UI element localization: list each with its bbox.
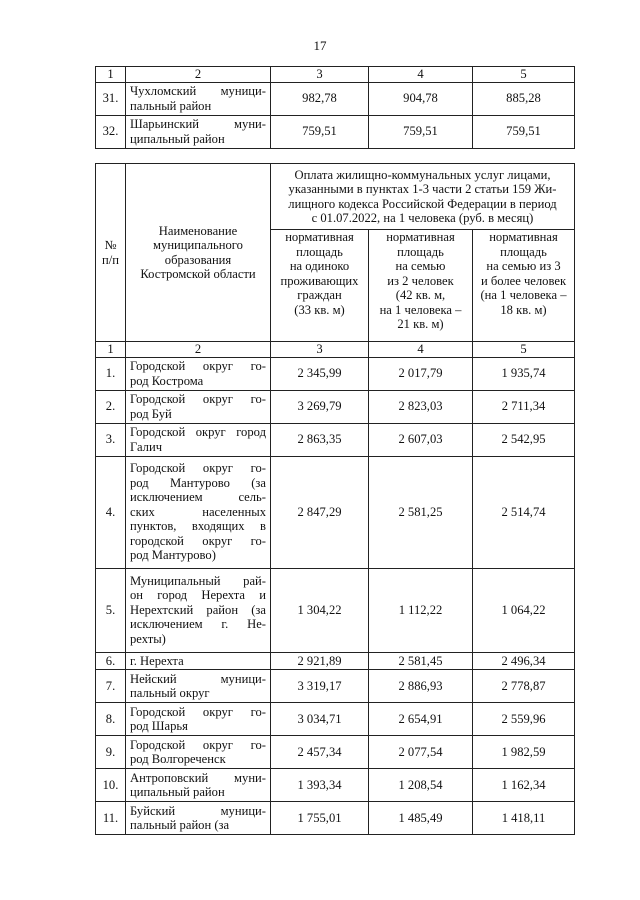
municipality-name xyxy=(126,357,271,390)
text-line: площадь xyxy=(500,244,547,259)
text-line: Нерехтский район (за xyxy=(130,602,266,617)
value-single: 2 921,89 xyxy=(271,652,369,670)
value-three-persons: 2 514,74 xyxy=(473,456,575,568)
table-row xyxy=(96,82,575,115)
row-number: 3. xyxy=(96,423,126,456)
payment-header xyxy=(271,164,575,230)
value-single: 3 034,71 xyxy=(271,703,369,736)
text-line: 18 кв. м) xyxy=(500,302,547,317)
value-two-persons: 1 112,22 xyxy=(369,568,473,652)
value-three-persons: 2 711,34 xyxy=(473,390,575,423)
text-line: пальный район (за xyxy=(130,818,230,832)
index-row xyxy=(96,342,575,358)
text-line: площадь xyxy=(397,244,444,259)
payment-table xyxy=(95,163,575,835)
text-line: на 1 человека – xyxy=(379,302,462,317)
municipality-name xyxy=(126,670,271,703)
value-three-persons: 1 418,11 xyxy=(473,802,575,835)
text-line: Галич xyxy=(130,439,163,454)
text-line: Нейский муници- xyxy=(130,671,266,686)
text-line: Чухломский муници- xyxy=(130,84,266,98)
value-single: 3 269,79 xyxy=(271,390,369,423)
text-line: Городской округ го- xyxy=(130,392,266,406)
text-line: с 01.07.2022, на 1 человека (руб. в месяц) xyxy=(311,211,534,225)
row-number: 31. xyxy=(96,82,126,115)
value-three-persons: 1 982,59 xyxy=(473,736,575,769)
value-two-persons: 904,78 xyxy=(369,82,473,115)
text-line: на семью из 3 xyxy=(486,259,561,273)
text-line: (33 кв. м) xyxy=(294,302,345,317)
value-single: 1 755,01 xyxy=(271,802,369,835)
text-line: Оплата жилищно-коммунальных услуг лицами, xyxy=(294,167,551,182)
text-line: площадь xyxy=(296,244,343,259)
text-line: Городской округ го- xyxy=(130,461,266,476)
text-line: г. Нерехта xyxy=(130,653,184,668)
municipality-name xyxy=(126,736,271,769)
table-continuation xyxy=(95,66,575,149)
text-line: Буйский муници- xyxy=(130,803,266,818)
text-line: ских населенных xyxy=(130,504,266,519)
value-two-persons: 759,51 xyxy=(369,115,473,148)
value-single: 2 847,29 xyxy=(271,456,369,568)
index-cell: 1 xyxy=(96,342,126,358)
col-name-header xyxy=(126,164,271,342)
value-two-persons: 2 607,03 xyxy=(369,423,473,456)
text-line: Городской округ го- xyxy=(130,704,266,719)
value-single: 2 863,35 xyxy=(271,423,369,456)
text-line: род Мантурово) xyxy=(130,548,216,563)
page-number: 17 xyxy=(313,38,327,53)
text-line: лищного кодекса Российской Федерации в период xyxy=(288,196,557,211)
value-two-persons: 2 654,91 xyxy=(369,703,473,736)
table-row xyxy=(96,357,575,390)
value-three-persons: 2 778,87 xyxy=(473,670,575,703)
table-row xyxy=(96,423,575,456)
table-row xyxy=(96,769,575,802)
table-row xyxy=(96,703,575,736)
table-row xyxy=(96,115,575,148)
value-single: 3 319,17 xyxy=(271,670,369,703)
text-line: нормативная xyxy=(386,230,455,244)
text-line: из 2 человек xyxy=(387,273,454,288)
value-three-persons: 1 935,74 xyxy=(473,357,575,390)
index-cell: 3 xyxy=(271,342,369,358)
row-number: 1. xyxy=(96,357,126,390)
text-line: на одиноко xyxy=(289,259,350,273)
value-two-persons: 2 077,54 xyxy=(369,736,473,769)
subheader-two-persons xyxy=(369,230,473,342)
row-number: 32. xyxy=(96,115,126,148)
municipality-name xyxy=(126,82,271,115)
value-single: 1 304,22 xyxy=(271,568,369,652)
municipality-name xyxy=(126,703,271,736)
text-line: Костромской области xyxy=(140,267,256,281)
index-cell: 5 xyxy=(473,67,575,83)
text-line: пальный район xyxy=(130,98,212,113)
text-line: исключением сель- xyxy=(130,490,266,505)
text-line: род Шарья xyxy=(130,719,188,733)
value-single: 2 457,34 xyxy=(271,736,369,769)
text-line: п/п xyxy=(102,252,119,267)
value-three-persons: 1 162,34 xyxy=(473,769,575,802)
table-row xyxy=(96,736,575,769)
text-line: (42 кв. м, xyxy=(395,288,446,302)
table-row xyxy=(96,652,575,670)
text-line: род Кострома xyxy=(130,373,204,388)
text-line: образования xyxy=(164,252,232,267)
row-number: 9. xyxy=(96,736,126,769)
text-line: ципальный район xyxy=(130,785,225,799)
row-number: 4. xyxy=(96,456,126,568)
text-line: рехты) xyxy=(130,631,166,646)
value-single: 759,51 xyxy=(271,115,369,148)
row-number: 5. xyxy=(96,568,126,652)
text-line: род Буй xyxy=(130,406,172,421)
text-line: род Волгореченск xyxy=(130,752,226,766)
index-cell: 4 xyxy=(369,342,473,358)
index-row xyxy=(96,67,575,83)
text-line: ципальный район xyxy=(130,131,225,146)
municipality-name xyxy=(126,423,271,456)
table-row xyxy=(96,568,575,652)
value-two-persons: 2 581,45 xyxy=(369,652,473,670)
table-row xyxy=(96,456,575,568)
index-cell: 2 xyxy=(126,67,271,83)
value-single: 2 345,99 xyxy=(271,357,369,390)
row-number: 7. xyxy=(96,670,126,703)
value-three-persons: 759,51 xyxy=(473,115,575,148)
row-number: 8. xyxy=(96,703,126,736)
index-cell: 4 xyxy=(369,67,473,83)
value-three-persons: 885,28 xyxy=(473,82,575,115)
municipality-name xyxy=(126,390,271,423)
value-three-persons: 2 559,96 xyxy=(473,703,575,736)
value-two-persons: 2 823,03 xyxy=(369,390,473,423)
text-line: Городской округ го- xyxy=(130,737,266,752)
text-line: исключением г. Не- xyxy=(130,617,266,632)
text-line: Городской округ город xyxy=(130,425,266,439)
table-row xyxy=(96,670,575,703)
text-line: он город Нерехта и xyxy=(130,588,266,603)
index-cell: 5 xyxy=(473,342,575,358)
municipality-name xyxy=(126,568,271,652)
text-line: и более человек xyxy=(480,273,567,288)
text-line: пунктов, входящих в xyxy=(130,519,266,534)
text-line: проживающих xyxy=(280,273,359,288)
value-two-persons: 2 581,25 xyxy=(369,456,473,568)
municipality-name xyxy=(126,456,271,568)
text-line: 21 кв. м) xyxy=(397,317,444,331)
table-row xyxy=(96,802,575,835)
municipality-name xyxy=(126,769,271,802)
col-num-header xyxy=(96,164,126,342)
text-line: Наименование xyxy=(158,223,238,238)
text-line: городской округ го- xyxy=(130,533,266,548)
text-line: № xyxy=(104,238,117,252)
text-line: указанными в пунктах 1-3 части 2 статьи 159 Жи- xyxy=(288,182,557,196)
row-number: 10. xyxy=(96,769,126,802)
row-number: 11. xyxy=(96,802,126,835)
municipality-name xyxy=(126,652,271,670)
row-number: 2. xyxy=(96,390,126,423)
text-line: пальный округ xyxy=(130,686,210,700)
text-line: нормативная xyxy=(285,230,354,244)
text-line: на семью xyxy=(395,259,446,273)
text-line: (на 1 человека – xyxy=(480,288,567,302)
text-line: граждан xyxy=(297,288,342,302)
text-line: нормативная xyxy=(489,230,558,244)
value-two-persons: 2 886,93 xyxy=(369,670,473,703)
text-line: Муниципальный рай- xyxy=(130,573,266,588)
text-line: муниципального xyxy=(153,238,243,252)
value-two-persons: 1 208,54 xyxy=(369,769,473,802)
index-cell: 1 xyxy=(96,67,126,83)
text-line: Антроповский муни- xyxy=(130,770,266,785)
table-row xyxy=(96,390,575,423)
value-two-persons: 1 485,49 xyxy=(369,802,473,835)
index-cell: 2 xyxy=(126,342,271,358)
text-line: Шарьинский муни- xyxy=(130,117,266,131)
subheader-single xyxy=(271,230,369,342)
value-three-persons: 2 496,34 xyxy=(473,652,575,670)
index-cell: 3 xyxy=(271,67,369,83)
text-line: род Мантурово (за xyxy=(130,475,266,490)
row-number: 6. xyxy=(96,652,126,670)
value-single: 982,78 xyxy=(271,82,369,115)
municipality-name xyxy=(126,115,271,148)
subheader-three-persons xyxy=(473,230,575,342)
value-three-persons: 2 542,95 xyxy=(473,423,575,456)
value-three-persons: 1 064,22 xyxy=(473,568,575,652)
text-line: Городской округ го- xyxy=(130,359,266,373)
municipality-name xyxy=(126,802,271,835)
value-single: 1 393,34 xyxy=(271,769,369,802)
value-two-persons: 2 017,79 xyxy=(369,357,473,390)
